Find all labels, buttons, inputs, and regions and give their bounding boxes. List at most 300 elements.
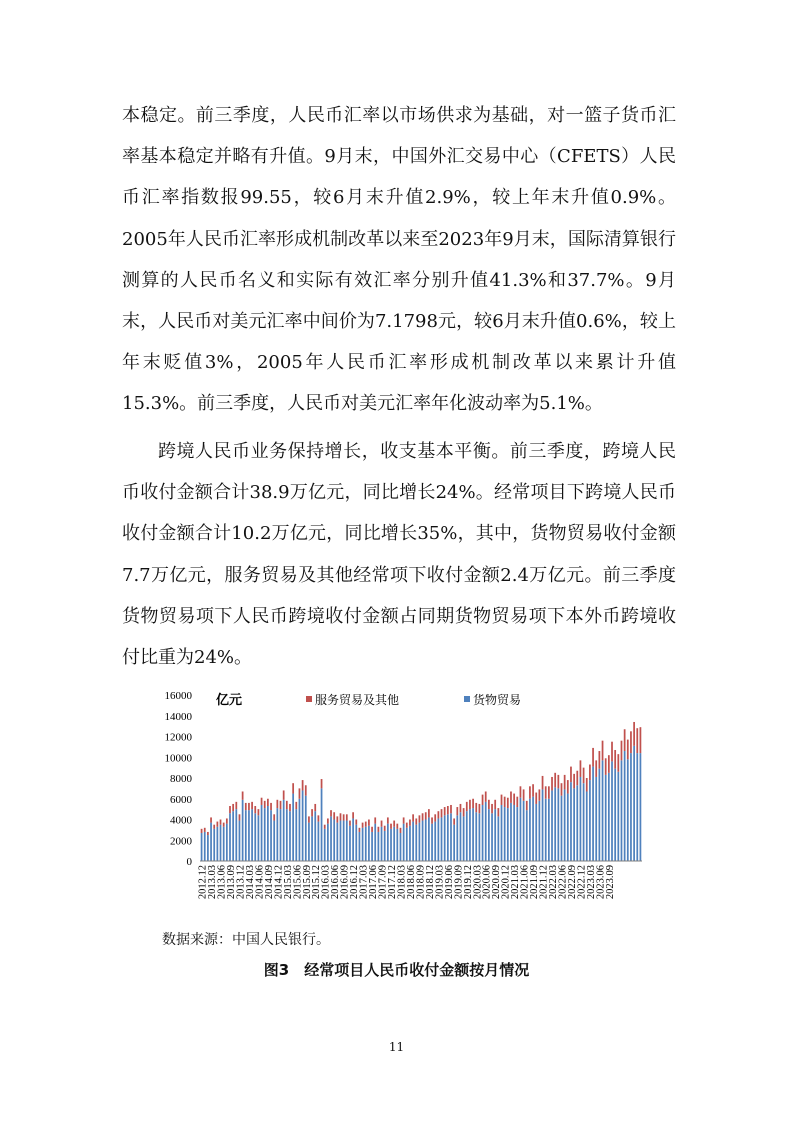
bar-services-other	[488, 800, 490, 809]
x-tick-label: 2022.12	[576, 865, 588, 900]
x-tick-label: 2012.12	[197, 865, 209, 900]
bar-services-other	[359, 828, 361, 832]
bar-goods-trade	[299, 799, 301, 861]
x-tick-label: 2017.12	[387, 865, 399, 900]
x-tick-labels	[198, 865, 616, 899]
bar-goods-trade	[314, 811, 316, 861]
x-tick-label: 2016.06	[330, 865, 342, 900]
y-tick-label: 6000	[170, 793, 192, 806]
bar-goods-trade	[513, 805, 515, 861]
bar-services-other	[592, 748, 594, 767]
bar-goods-trade	[438, 818, 440, 861]
bar-goods-trade	[475, 812, 477, 861]
bar-services-other	[403, 817, 405, 823]
x-tick-label: 2020.03	[472, 865, 484, 900]
bar-services-other	[513, 794, 515, 805]
bar-goods-trade	[248, 810, 250, 861]
bar-goods-trade	[396, 829, 398, 861]
bar-goods-trade	[453, 825, 455, 861]
bar-goods-trade	[516, 807, 518, 861]
bar-services-other	[580, 760, 582, 777]
bar-goods-trade	[580, 777, 582, 861]
bar-services-other	[554, 773, 556, 788]
bar-goods-trade	[362, 828, 364, 861]
bar-services-other	[349, 821, 351, 826]
bar-goods-trade	[352, 818, 354, 861]
bar-goods-trade	[479, 813, 481, 861]
bar-services-other	[330, 810, 332, 816]
page-number: 11	[388, 1040, 405, 1054]
bar-services-other	[280, 801, 282, 809]
bar-services-other	[409, 820, 411, 826]
bar-goods-trade	[507, 808, 509, 861]
bar-services-other	[321, 779, 323, 788]
bar-services-other	[318, 815, 320, 821]
bar-goods-trade	[258, 815, 260, 861]
bar-goods-trade	[242, 800, 244, 861]
bar-goods-trade	[614, 769, 616, 861]
bar-services-other	[362, 823, 364, 828]
bar-services-other	[343, 814, 345, 820]
bar-services-other	[633, 722, 635, 746]
bar-services-other	[422, 813, 424, 820]
bar-services-other	[254, 806, 256, 813]
bar-goods-trade	[273, 821, 275, 861]
bar-services-other	[614, 750, 616, 769]
bar-goods-trade	[529, 799, 531, 861]
bar-services-other	[201, 829, 203, 833]
bar-services-other	[308, 816, 310, 822]
bar-goods-trade	[450, 813, 452, 861]
bar-goods-trade	[406, 828, 408, 861]
bar-goods-trade	[381, 827, 383, 861]
x-tick-label: 2013.03	[207, 865, 219, 900]
bar-services-other	[523, 789, 525, 800]
y-tick-label: 0	[186, 856, 192, 868]
bar-services-other	[406, 823, 408, 828]
bar-services-other	[630, 731, 632, 753]
bar-goods-trade	[220, 825, 222, 861]
bar-services-other	[235, 802, 237, 809]
bar-goods-trade	[422, 821, 424, 861]
bar-services-other	[491, 804, 493, 813]
y-tick-label: 4000	[170, 814, 192, 827]
bar-goods-trade	[583, 783, 585, 861]
bar-goods-trade	[557, 788, 559, 861]
x-tick-label: 2023.09	[604, 865, 616, 900]
bar-services-other	[258, 809, 260, 815]
bar-goods-trade	[441, 817, 443, 861]
bar-goods-trade	[621, 760, 623, 861]
bar-goods-trade	[305, 796, 307, 861]
x-tick-label: 2015.03	[282, 865, 294, 900]
bar-services-other	[627, 740, 629, 760]
bar-goods-trade	[504, 807, 506, 861]
bar-services-other	[210, 817, 212, 822]
bar-services-other	[539, 789, 541, 800]
bar-goods-trade	[267, 806, 269, 861]
bar-goods-trade	[472, 808, 474, 861]
bar-services-other	[602, 741, 604, 761]
bar-services-other	[561, 783, 563, 795]
bar-services-other	[204, 828, 206, 832]
bar-services-other	[608, 755, 610, 773]
bar-goods-trade	[318, 822, 320, 861]
bar-services-other	[324, 825, 326, 829]
bar-services-other	[586, 778, 588, 791]
bar-goods-trade	[605, 775, 607, 861]
bar-services-other	[497, 808, 499, 816]
bar-services-other	[428, 809, 430, 817]
bar-services-other	[548, 786, 550, 798]
bar-services-other	[302, 780, 304, 790]
current-account-rmb-chart	[150, 682, 670, 922]
bar-goods-trade	[419, 823, 421, 861]
bar-goods-trade	[460, 812, 462, 861]
bar-goods-trade	[636, 753, 638, 861]
bar-services-other	[384, 826, 386, 831]
bar-goods-trade	[554, 787, 556, 861]
bar-goods-trade	[321, 788, 323, 861]
bar-services-other	[469, 800, 471, 809]
bar-services-other	[387, 817, 389, 823]
bar-goods-trade	[539, 801, 541, 861]
bar-goods-trade	[207, 835, 209, 861]
bar-services-other	[378, 827, 380, 832]
y-tick-label: 14000	[164, 710, 192, 723]
bar-services-other	[542, 776, 544, 789]
bar-goods-trade	[633, 746, 635, 861]
bar-goods-trade	[283, 800, 285, 861]
bar-goods-trade	[510, 803, 512, 861]
bar-goods-trade	[425, 820, 427, 862]
bar-services-other	[223, 823, 225, 827]
x-tick-label: 2020.09	[491, 865, 503, 900]
x-tick-label: 2020.12	[500, 865, 512, 900]
x-tick-label: 2019.12	[462, 865, 474, 900]
bar-goods-trade	[570, 782, 572, 861]
x-tick-label: 2014.12	[273, 865, 285, 900]
bar-goods-trade	[324, 829, 326, 861]
bar-goods-trade	[333, 820, 335, 862]
bar-goods-trade	[232, 811, 234, 861]
bar-services-other	[305, 785, 307, 795]
bar-goods-trade	[488, 809, 490, 861]
x-tick-label: 2018.12	[424, 865, 436, 900]
bar-services-other	[283, 790, 285, 799]
bar-services-other	[336, 816, 338, 822]
y-tick-label: 16000	[164, 690, 192, 702]
bar-goods-trade	[201, 833, 203, 861]
y-tick-label: 2000	[170, 835, 192, 848]
bar-goods-trade	[400, 833, 402, 861]
bar-goods-trade	[210, 823, 212, 861]
bar-services-other	[532, 784, 534, 796]
bar-goods-trade	[456, 815, 458, 861]
bar-goods-trade	[261, 805, 263, 861]
bar-services-other	[242, 791, 244, 799]
bar-services-other	[621, 741, 623, 761]
bar-goods-trade	[482, 805, 484, 861]
x-tick-label: 2018.06	[405, 865, 417, 900]
y-tick-label: 10000	[164, 752, 192, 765]
bar-services-other	[267, 799, 269, 806]
bar-goods-trade	[573, 788, 575, 861]
bar-goods-trade	[586, 791, 588, 861]
bar-services-other	[510, 791, 512, 802]
bar-goods-trade	[343, 821, 345, 861]
bar-goods-trade	[235, 809, 237, 861]
bar-goods-trade	[567, 794, 569, 861]
bar-services-other	[264, 801, 266, 808]
bar-services-other	[400, 828, 402, 833]
bar-goods-trade	[384, 831, 386, 861]
bar-services-other	[355, 820, 357, 825]
bar-goods-trade	[349, 826, 351, 861]
data-source-note: 数据来源：中国人民银行。	[162, 932, 330, 948]
bar-services-other	[220, 820, 222, 825]
bar-services-other	[573, 774, 575, 789]
bar-goods-trade	[602, 760, 604, 861]
paragraph-cross-border-rmb: 跨境人民币业务保持增长，收支基本平衡。前三季度，跨境人民币收付金额合计38.9万亿元，同比增长24%。经常项目下跨境人民币收付金额合计10.2万亿元，同比增长35%，其中，货物贸易收付金额7.7万亿元，服务贸易及其他经常项下收付金额2.4万亿元。前三季度货物贸易项下人民币跨境收付金额占同期货物贸易项下本外币跨境收付比重为24%。	[122, 441, 676, 669]
bar-goods-trade	[289, 811, 291, 861]
bar-goods-trade	[463, 816, 465, 861]
bar-services-other	[292, 783, 294, 793]
bar-services-other	[576, 771, 578, 786]
bar-goods-trade	[336, 823, 338, 861]
bar-services-other	[371, 827, 373, 832]
bar-services-other	[466, 802, 468, 811]
bar-services-other	[441, 809, 443, 817]
x-tick-label: 2021.12	[538, 865, 550, 900]
bar-goods-trade	[561, 796, 563, 861]
bar-goods-trade	[387, 824, 389, 861]
x-tick-label: 2016.03	[320, 865, 332, 900]
x-tick-label: 2014.09	[263, 865, 275, 900]
bar-services-other	[232, 804, 234, 811]
bar-goods-trade	[393, 827, 395, 861]
bar-goods-trade	[390, 829, 392, 861]
bar-goods-trade	[592, 767, 594, 861]
y-tick-label: 8000	[170, 773, 192, 785]
bar-services-other	[289, 804, 291, 811]
bar-goods-trade	[340, 821, 342, 861]
bar-services-other	[431, 817, 433, 823]
bar-services-other	[611, 742, 613, 762]
bar-services-other	[526, 801, 528, 810]
bar-services-other	[564, 775, 566, 790]
x-tick-label: 2020.06	[481, 865, 493, 900]
bar-services-other	[273, 814, 275, 820]
bar-services-other	[346, 814, 348, 820]
bar-services-other	[365, 822, 367, 827]
bar-goods-trade	[368, 826, 370, 861]
x-tick-label: 2019.03	[434, 865, 446, 900]
bar-goods-trade	[327, 824, 329, 861]
bar-goods-trade	[308, 823, 310, 861]
bar-services-other	[295, 802, 297, 809]
bar-services-other	[217, 822, 219, 827]
bar-services-other	[535, 793, 537, 804]
bar-services-other	[419, 815, 421, 822]
bar-services-other	[567, 780, 569, 793]
bar-goods-trade	[434, 822, 436, 861]
bar-services-other	[239, 814, 241, 820]
bar-services-other	[248, 803, 250, 810]
bar-services-other	[494, 800, 496, 809]
bar-goods-trade	[286, 809, 288, 861]
bar-services-other	[251, 802, 253, 809]
bar-services-other	[327, 818, 329, 823]
x-tick-label: 2019.09	[453, 865, 465, 900]
y-tick-label: 12000	[164, 731, 192, 744]
x-tick-label: 2017.06	[368, 865, 380, 900]
bar-services-other	[286, 801, 288, 809]
bar-goods-trade	[428, 817, 430, 861]
bar-services-other	[479, 804, 481, 813]
bar-services-other	[475, 803, 477, 812]
x-tick-label: 2022.06	[557, 865, 569, 900]
paragraph-exchange-rate: 本稳定。前三季度，人民币汇率以市场供求为基础，对一篮子货币汇率基本稳定并略有升值。9月末，中国外汇交易中心（CFETS）人民币汇率指数报99.55，较6月末升值2.9%，较上年末升值0.9%。2005年人民币汇率形成机制改革以来至2023年9月末，国际清算银行测算的人民币名义和实际有效汇率分别升值41.3%和37.7%。9月末，人民币对美元汇率中间价为7.1798元，较6月末升值0.6%，较上年末贬值3%，2005年人民币汇率形成机制改革以来累计升值15.3%。前三季度，人民币对美元汇率年化波动率为5.1%。	[122, 105, 676, 415]
bar-goods-trade	[412, 822, 414, 861]
bar-services-other	[340, 813, 342, 820]
bar-services-other	[415, 818, 417, 824]
bar-services-other	[352, 812, 354, 818]
bar-goods-trade	[302, 790, 304, 861]
bar-goods-trade	[640, 753, 642, 861]
bar-services-other	[570, 767, 572, 783]
bar-goods-trade	[520, 798, 522, 861]
bar-services-other	[333, 812, 335, 819]
bar-goods-trade	[526, 810, 528, 861]
bar-services-other	[520, 786, 522, 797]
bar-services-other	[636, 728, 638, 753]
bar-services-other	[444, 807, 446, 815]
bar-services-other	[504, 797, 506, 807]
bar-services-other	[374, 817, 376, 823]
bar-services-other	[368, 820, 370, 826]
bar-goods-trade	[548, 799, 550, 861]
bar-goods-trade	[415, 825, 417, 861]
bar-goods-trade	[239, 821, 241, 861]
bar-goods-trade	[523, 801, 525, 861]
bar-services-other	[472, 799, 474, 808]
x-tick-label: 2021.03	[510, 865, 522, 900]
bar-services-other	[624, 729, 626, 751]
bar-services-other	[213, 825, 215, 829]
bar-goods-trade	[611, 761, 613, 861]
bar-services-other	[381, 821, 383, 827]
bar-goods-trade	[359, 832, 361, 861]
bar-goods-trade	[378, 832, 380, 861]
bar-goods-trade	[213, 829, 215, 861]
bar-goods-trade	[355, 825, 357, 861]
x-tick-label: 2014.06	[254, 865, 266, 900]
bar-goods-trade	[627, 759, 629, 861]
bar-services-other	[482, 795, 484, 805]
bar-goods-trade	[444, 815, 446, 861]
bar-goods-trade	[292, 794, 294, 861]
legend-label-services: 服务贸易及其他	[315, 693, 400, 707]
bar-services-other	[270, 803, 272, 810]
bar-services-other	[583, 768, 585, 784]
bar-goods-trade	[595, 777, 597, 861]
bar-services-other	[551, 777, 553, 790]
bar-goods-trade	[431, 824, 433, 861]
x-tick-label: 2013.06	[216, 865, 228, 900]
bar-services-other	[485, 791, 487, 801]
x-tick-label: 2015.06	[292, 865, 304, 900]
bar-goods-trade	[409, 826, 411, 861]
x-tick-label: 2021.09	[529, 865, 541, 900]
x-tick-label: 2017.09	[377, 865, 389, 900]
bar-goods-trade	[365, 827, 367, 861]
legend-swatch-services	[306, 696, 312, 702]
bar-services-other	[434, 814, 436, 821]
bar-goods-trade	[551, 790, 553, 861]
bar-goods-trade	[469, 809, 471, 861]
bar-goods-trade	[330, 816, 332, 861]
x-tick-label: 2017.03	[358, 865, 370, 900]
bar-services-other	[605, 758, 607, 775]
bar-services-other	[599, 751, 601, 769]
bar-goods-trade	[264, 808, 266, 861]
bar-services-other	[311, 809, 313, 816]
bar-services-other	[425, 812, 427, 819]
bar-goods-trade	[535, 804, 537, 861]
unit-label: 亿元	[216, 693, 243, 708]
bar-goods-trade	[599, 769, 601, 861]
x-tick-label: 2015.09	[301, 865, 313, 900]
x-tick-label: 2013.09	[225, 865, 237, 900]
bar-services-other	[456, 807, 458, 815]
bar-goods-trade	[491, 813, 493, 861]
bar-goods-trade	[485, 802, 487, 861]
bar-goods-trade	[223, 827, 225, 861]
x-tick-label: 2014.03	[244, 865, 256, 900]
bar-goods-trade	[564, 789, 566, 861]
bar-goods-trade	[374, 824, 376, 861]
bar-goods-trade	[204, 832, 206, 861]
bar-services-other	[507, 798, 509, 808]
bar-goods-trade	[630, 753, 632, 861]
bar-services-other	[529, 786, 531, 798]
bar-goods-trade	[589, 780, 591, 861]
bar-services-other	[226, 818, 228, 823]
bar-goods-trade	[501, 805, 503, 861]
bar-goods-trade	[346, 821, 348, 861]
bar-services-other	[261, 798, 263, 805]
bar-goods-trade	[608, 773, 610, 861]
bar-goods-trade	[229, 813, 231, 861]
x-tick-label: 2022.03	[548, 865, 560, 900]
bar-services-other	[396, 824, 398, 829]
bar-goods-trade	[251, 809, 253, 861]
x-tick-label: 2023.03	[585, 865, 597, 900]
bar-goods-trade	[295, 809, 297, 861]
bar-services-other	[463, 808, 465, 816]
bar-services-other	[460, 804, 462, 812]
bar-services-other	[412, 814, 414, 821]
bar-goods-trade	[280, 809, 282, 861]
x-tick-label: 2022.09	[566, 865, 578, 900]
bar-goods-trade	[371, 832, 373, 861]
x-tick-label: 2016.09	[339, 865, 351, 900]
bar-services-other	[450, 805, 452, 813]
bar-goods-trade	[217, 827, 219, 861]
bar-services-other	[207, 832, 209, 835]
x-tick-label: 2023.06	[595, 865, 607, 900]
